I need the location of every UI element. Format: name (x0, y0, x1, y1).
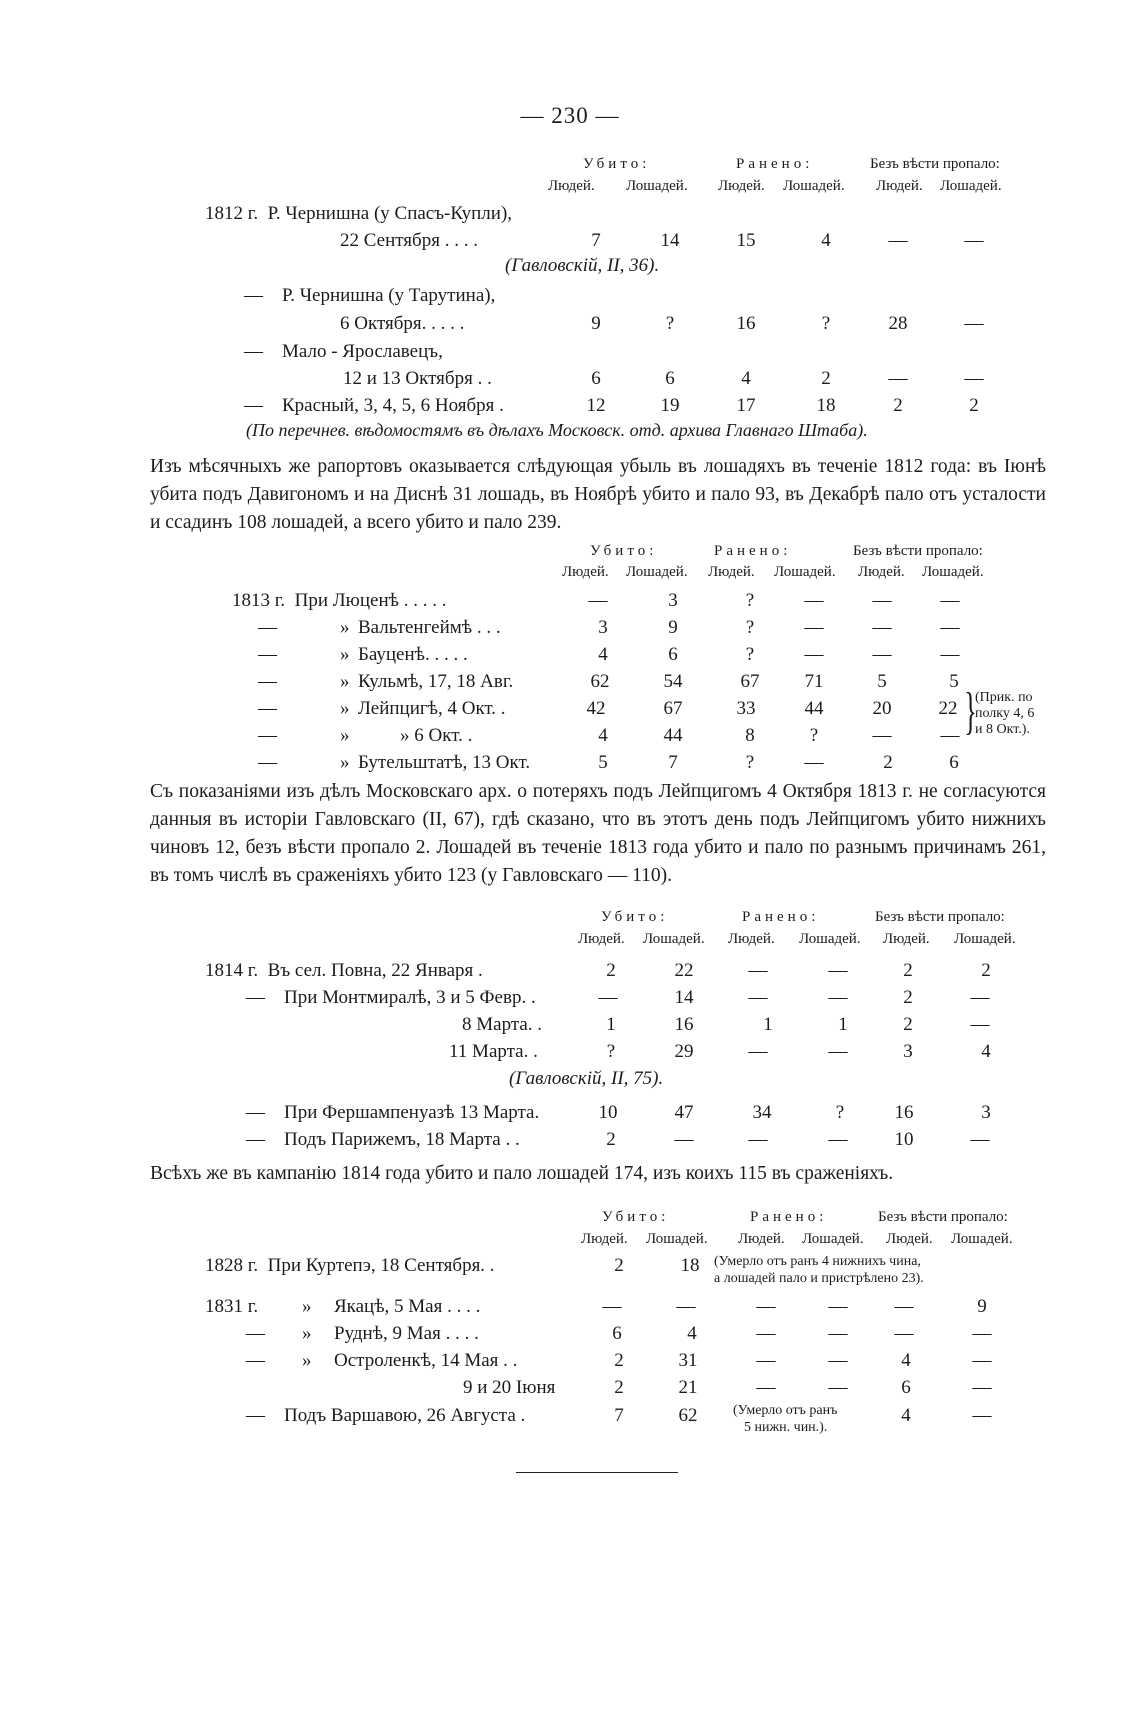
subheader-horses: Лошадей. (626, 178, 688, 194)
table-row-year: — (246, 1350, 265, 1371)
table-cell: 54 (663, 671, 683, 692)
table-cell: 9 (668, 617, 678, 638)
table-cell: — (828, 987, 848, 1008)
table-cell: 31 (678, 1350, 698, 1371)
subheader-horses: Лошадей. (783, 178, 845, 194)
table-cell: ? (809, 725, 819, 746)
table-cell: 4 (598, 725, 608, 746)
table-cell: — (872, 725, 892, 746)
table-cell: 3 (903, 1041, 913, 1062)
table-cell: — (756, 1350, 776, 1371)
header-wounded: Ранено: (750, 1209, 828, 1225)
table-cell: — (828, 1377, 848, 1398)
table-row-prefix: » (340, 671, 350, 692)
table-row: — Мало - Ярославецъ, (244, 341, 443, 362)
subheader-horses: Лошадей. (802, 1231, 864, 1247)
table-cell: — (828, 1350, 848, 1371)
table-cell: — (872, 644, 892, 665)
table-cell: 4 (901, 1405, 911, 1426)
table-cell: 28 (888, 313, 908, 334)
table-cell: ? (835, 1102, 845, 1123)
table-cell: 4 (981, 1041, 991, 1062)
table-cell: 34 (752, 1102, 772, 1123)
subheader-horses: Лошадей. (922, 564, 984, 580)
table-cell: 47 (674, 1102, 694, 1123)
table-cell: 42 (586, 698, 606, 719)
table-cell: 12 (586, 395, 606, 416)
table-cell: — (972, 1405, 992, 1426)
table-cell: 10 (894, 1129, 914, 1150)
table-cell: 16 (894, 1102, 914, 1123)
table-cell: 4 (901, 1350, 911, 1371)
citation: (Гавловскій, II, 75). (509, 1068, 664, 1089)
table-cell: 10 (598, 1102, 618, 1123)
table-row: 1813 г. При Люценѣ . . . . . (232, 590, 447, 611)
table-cell: 2 (614, 1377, 624, 1398)
header-wounded: Ранено: (742, 909, 820, 925)
table-cell: 5 (949, 671, 959, 692)
side-note-line: и 8 Окт.). (975, 722, 1030, 737)
table-cell: — (964, 313, 984, 334)
table-cell: — (970, 1129, 990, 1150)
table-cell: ? (665, 313, 675, 334)
table-row-label: 22 Сентября . . . . (340, 230, 478, 251)
table-cell: — (756, 1377, 776, 1398)
table-row-year: — (258, 671, 277, 692)
table-cell: — (602, 1296, 622, 1317)
paragraph: Съ показаніями изъ дѣлъ Московскаго арх. о потеряхъ подъ Лейпцигомъ 4 Октября 1813 г. не согласуются данныя въ исторіи Гавловскаго (II, 67), гдѣ сказано, что въ этотъ день подъ Лейпцигомъ убито нижнихъ чиновъ 12, безъ вѣсти пропало 2. Лошадей въ теченіе 1813 года убито и пало по разнымъ причинамъ 261, въ томъ числѣ въ сраженіяхъ убито 123 (у Гавловскаго — 110). (150, 781, 1046, 886)
table-cell: — (748, 987, 768, 1008)
subheader-horses: Лошадей. (954, 931, 1016, 947)
table-row-label: 9 и 20 Іюня (463, 1377, 556, 1398)
table-cell: — (894, 1323, 914, 1344)
table-cell: 14 (660, 230, 680, 251)
table-cell: — (748, 960, 768, 981)
row-note-line: а лошадей пало и пристрѣлено 23). (714, 1271, 924, 1286)
table-row-year: — (258, 644, 277, 665)
table-row-label: 6 Октября. . . . . (340, 313, 465, 334)
header-missing: Безъ вѣсти пропало: (853, 543, 983, 559)
table-cell: — (972, 1377, 992, 1398)
table-cell: — (970, 987, 990, 1008)
table-cell: — (940, 617, 960, 638)
table-cell: 62 (590, 671, 610, 692)
table-cell: ? (745, 644, 755, 665)
header-killed: Убито: (583, 156, 651, 172)
table-cell: 67 (740, 671, 760, 692)
table-cell: 9 (977, 1296, 987, 1317)
table-row-label: 11 Марта. . (449, 1041, 538, 1062)
table-cell: — (598, 987, 618, 1008)
table-cell: 3 (598, 617, 608, 638)
header-wounded: Ранено: (736, 156, 814, 172)
table-cell: — (828, 1323, 848, 1344)
table-cell: — (828, 1296, 848, 1317)
subheader-men: Людей. (548, 178, 595, 194)
table-row: — Р. Чернишна (у Тарутина), (244, 285, 496, 306)
row-note-line: (Умерло отъ ранъ 4 нижнихъ чина, (714, 1254, 921, 1269)
table-cell: 7 (668, 752, 678, 773)
table-cell: — (964, 368, 984, 389)
subheader-horses: Лошадей. (951, 1231, 1013, 1247)
table-cell: 2 (821, 368, 831, 389)
table-cell: 44 (663, 725, 683, 746)
subheader-horses: Лошадей. (626, 564, 688, 580)
subheader-horses: Лошадей. (799, 931, 861, 947)
table-cell: 21 (678, 1377, 698, 1398)
table-cell: — (828, 1129, 848, 1150)
side-note-line: (Прик. по (975, 690, 1033, 705)
table-cell: — (894, 1296, 914, 1317)
subheader-men: Людей. (876, 178, 923, 194)
citation: (Гавловскій, II, 36). (505, 255, 660, 276)
table-row: — Подъ Парижемъ, 18 Марта . . (246, 1129, 520, 1150)
table-row-prefix: » (340, 725, 350, 746)
table-cell: — (972, 1323, 992, 1344)
table-cell: 5 (877, 671, 887, 692)
table-row-label: Кульмѣ, 17, 18 Авг. (358, 671, 514, 692)
subheader-men: Людей. (718, 178, 765, 194)
table-cell: 33 (736, 698, 756, 719)
table-row-label: Руднѣ, 9 Мая . . . . (334, 1323, 479, 1344)
table-cell: — (828, 960, 848, 981)
subheader-men: Людей. (858, 564, 905, 580)
page-number: — 230 — (520, 103, 620, 128)
table-cell: 1 (763, 1014, 773, 1035)
table-cell: — (804, 644, 824, 665)
table-row-prefix: » (340, 698, 350, 719)
table-row-label: Бутельштатѣ, 13 Окт. (358, 752, 531, 773)
table-cell: 6 (612, 1323, 622, 1344)
table-cell: ? (745, 590, 755, 611)
table-row-year: — (258, 752, 277, 773)
table-row-year: 1831 г. (205, 1296, 259, 1317)
table-row: 1812 г. Р. Чернишна (у Спасъ-Купли), (205, 203, 513, 224)
table-cell: 6 (591, 368, 601, 389)
table-cell: — (872, 590, 892, 611)
table-cell: — (940, 590, 960, 611)
table-cell: 2 (606, 960, 616, 981)
table-row-label: Якацѣ, 5 Мая . . . . (334, 1296, 481, 1317)
subheader-men: Людей. (708, 564, 755, 580)
table-cell: 15 (736, 230, 756, 251)
table-cell: ? (821, 313, 831, 334)
table-cell: 8 (745, 725, 755, 746)
table-cell: — (674, 1129, 694, 1150)
subheader-horses: Лошадей. (643, 931, 705, 947)
table-cell: 4 (741, 368, 751, 389)
end-divider (516, 1472, 678, 1473)
table-cell: 2 (614, 1350, 624, 1371)
table-cell: 29 (674, 1041, 694, 1062)
header-killed: Убито: (602, 1209, 670, 1225)
table-cell: 19 (660, 395, 680, 416)
table-row-prefix: » (340, 752, 350, 773)
table-cell: 7 (614, 1405, 624, 1426)
table-cell: — (756, 1296, 776, 1317)
table-cell: 7 (591, 230, 601, 251)
table-cell: 4 (687, 1323, 697, 1344)
table-cell: 3 (668, 590, 678, 611)
side-note-line: полку 4, 6 (975, 706, 1035, 721)
subheader-men: Людей. (883, 931, 930, 947)
header-killed: Убито: (590, 543, 658, 559)
table-cell: — (804, 617, 824, 638)
table-cell: 22 (674, 960, 694, 981)
table-cell: — (588, 590, 608, 611)
table-row-year: — (258, 617, 277, 638)
table-cell: 6 (668, 644, 678, 665)
table-cell: 22 (938, 698, 958, 719)
table-cell: 2 (893, 395, 903, 416)
table-cell: — (804, 590, 824, 611)
subheader-men: Людей. (578, 931, 625, 947)
paragraph: Изъ мѣсячныхъ же рапортовъ оказывается слѣдующая убыль въ лошадяхъ въ теченіе 1812 года: въ Іюнѣ убита подъ Давигономъ и на Диснѣ 31 лошадь, въ Ноябрѣ убито и пало 93, въ Декабрѣ пало отъ усталости и ссадинъ 108 лошадей, а всего убито и пало 239. (150, 456, 1046, 533)
table-row-prefix: » (340, 644, 350, 665)
table-cell: 2 (883, 752, 893, 773)
table-cell: 2 (981, 960, 991, 981)
table-cell: — (804, 752, 824, 773)
table-row: — При Монтмиралѣ, 3 и 5 Февр. . (246, 987, 536, 1008)
subheader-men: Людей. (738, 1231, 785, 1247)
table-cell: — (756, 1323, 776, 1344)
table-row: — Красный, 3, 4, 5, 6 Ноября . (244, 395, 504, 416)
table-cell: 2 (903, 1014, 913, 1035)
table-cell: ? (606, 1041, 616, 1062)
table-cell: 18 (816, 395, 836, 416)
subheader-men: Людей. (581, 1231, 628, 1247)
table-row-label: 8 Марта. . (462, 1014, 543, 1035)
table-row-year: — (258, 725, 277, 746)
table-cell: 16 (674, 1014, 694, 1035)
table-cell: 2 (614, 1255, 624, 1276)
paragraph: Всѣхъ же въ кампанію 1814 года убито и пало лошадей 174, изъ коихъ 115 въ сраженіяхъ. (150, 1163, 894, 1184)
table-cell: 67 (663, 698, 683, 719)
header-killed: Убито: (601, 909, 669, 925)
table-cell: 2 (903, 987, 913, 1008)
table-cell: 1 (606, 1014, 616, 1035)
table-cell: 6 (949, 752, 959, 773)
row-note-line: (Умерло отъ ранъ (733, 1403, 838, 1418)
subheader-horses: Лошадей. (646, 1231, 708, 1247)
table-row: 1814 г. Въ сел. Повна, 22 Января . (205, 960, 483, 981)
table-row: — При Фершампенуазѣ 13 Марта. (246, 1102, 540, 1123)
table-row-prefix: » (340, 617, 350, 638)
table-cell: 44 (804, 698, 824, 719)
table-cell: — (970, 1014, 990, 1035)
subheader-horses: Лошадей. (774, 564, 836, 580)
table-cell: — (872, 617, 892, 638)
table-cell: — (964, 230, 984, 251)
table-cell: ? (745, 752, 755, 773)
table-row-prefix: » (302, 1350, 312, 1371)
table-cell: — (940, 725, 960, 746)
table-row: — Подъ Варшавою, 26 Августа . (246, 1405, 526, 1426)
header-missing: Безъ вѣсти пропало: (875, 909, 1005, 925)
brace-glyph: } (964, 683, 977, 740)
source-citation: (По перечнев. вѣдомостямъ въ дѣлахъ Московск. отд. архива Главнаго Штаба). (246, 420, 868, 440)
table-cell: 3 (981, 1102, 991, 1123)
table-cell: 6 (901, 1377, 911, 1398)
table-cell: 2 (903, 960, 913, 981)
table-row-year: — (246, 1323, 265, 1344)
table-cell: — (828, 1041, 848, 1062)
table-cell: — (888, 230, 908, 251)
table-row-prefix: » (302, 1296, 312, 1317)
table-cell: 62 (678, 1405, 698, 1426)
table-cell: — (888, 368, 908, 389)
table-cell: 6 (665, 368, 675, 389)
table-cell: 4 (598, 644, 608, 665)
table-cell: 9 (591, 313, 601, 334)
header-missing: Безъ вѣсти пропало: (878, 1209, 1008, 1225)
table-cell: — (676, 1296, 696, 1317)
table-cell: 2 (606, 1129, 616, 1150)
table-cell: 14 (674, 987, 694, 1008)
table-cell: 18 (680, 1255, 700, 1276)
table-cell: 16 (736, 313, 756, 334)
table-cell: 71 (804, 671, 824, 692)
subheader-men: Людей. (886, 1231, 933, 1247)
table-row-label: 12 и 13 Октября . . (343, 368, 492, 389)
subheader-men: Людей. (562, 564, 609, 580)
table-cell: ? (745, 617, 755, 638)
table-cell: — (940, 644, 960, 665)
header-missing: Безъ вѣсти пропало: (870, 156, 1000, 172)
row-note-line: 5 нижн. чин.). (744, 1420, 828, 1435)
table-cell: — (748, 1129, 768, 1150)
table-cell: 2 (969, 395, 979, 416)
table-cell: 20 (872, 698, 892, 719)
table-cell: 5 (598, 752, 608, 773)
table-row: 1828 г. При Куртепэ, 18 Сентября. . (205, 1255, 495, 1276)
table-cell: — (972, 1350, 992, 1371)
table-cell: — (748, 1041, 768, 1062)
table-cell: 17 (736, 395, 756, 416)
table-row-label: Вальтенгеймѣ . . . (358, 617, 501, 638)
subheader-men: Людей. (728, 931, 775, 947)
subheader-horses: Лошадей. (940, 178, 1002, 194)
table-row-label: » 6 Окт. . (400, 725, 473, 746)
table-row-prefix: » (302, 1323, 312, 1344)
table-cell: 1 (838, 1014, 848, 1035)
table-row-year: — (258, 698, 277, 719)
table-row-label: Остроленкѣ, 14 Мая . . (334, 1350, 518, 1371)
table-row-label: Бауценѣ. . . . . (358, 644, 468, 665)
header-wounded: Ранено: (714, 543, 792, 559)
table-row-label: Лейпцигѣ, 4 Окт. . (358, 698, 506, 719)
table-cell: 4 (821, 230, 831, 251)
